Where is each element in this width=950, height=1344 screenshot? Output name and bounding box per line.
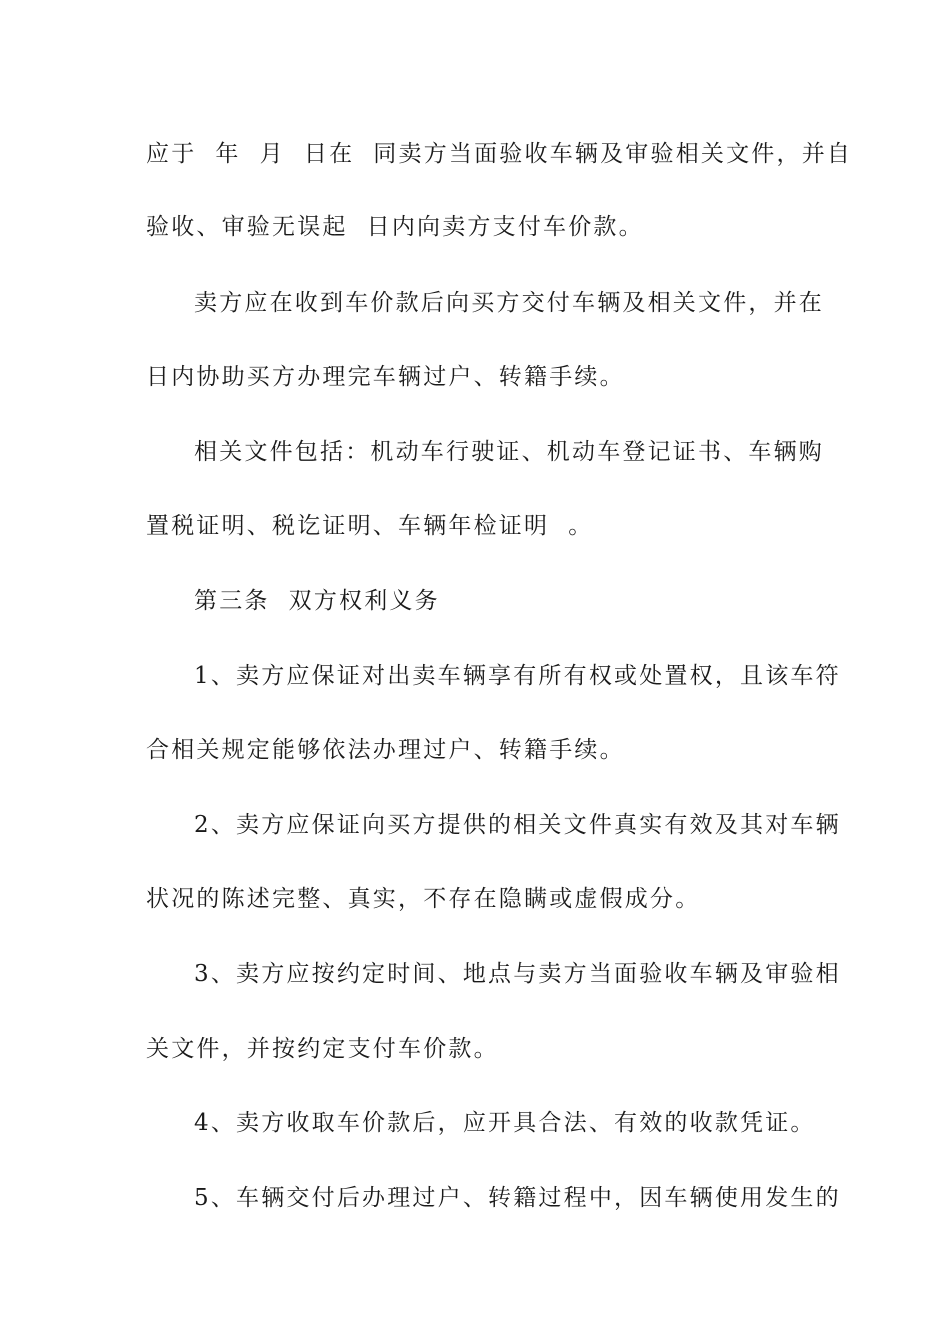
paragraph-line: 验收、审验无误起 日内向卖方支付车价款。 (146, 214, 644, 240)
paragraph-line: 置税证明、税讫证明、车辆年检证明 。 (146, 513, 594, 539)
paragraph-line: 日内协助买方办理完车辆过户、转籍手续。 (146, 364, 625, 390)
paragraph-line: 合相关规定能够依法办理过户、转籍手续。 (146, 737, 625, 763)
paragraph-line: 4、卖方收取车价款后，应开具合法、有效的收款凭证。 (194, 1110, 816, 1136)
paragraph-line: 应于 年 月 日在 同卖方当面验收车辆及审验相关文件，并自 (146, 141, 853, 167)
paragraph-line: 3、卖方应按约定时间、地点与卖方当面验收车辆及审验相 (194, 961, 841, 987)
paragraph-line: 状况的陈述完整、真实，不存在隐瞒或虚假成分。 (146, 886, 701, 912)
paragraph-line: 2、卖方应保证向买方提供的相关文件真实有效及其对车辆 (194, 812, 841, 838)
paragraph-line: 卖方应在收到车价款后向买方交付车辆及相关文件，并在 (194, 290, 824, 316)
section-heading: 第三条 双方权利义务 (194, 588, 440, 614)
paragraph-line: 5、车辆交付后办理过户、转籍过程中，因车辆使用发生的 (194, 1185, 841, 1211)
paragraph-line: 关文件，并按约定支付车价款。 (146, 1036, 499, 1062)
paragraph-line: 相关文件包括：机动车行驶证、机动车登记证书、车辆购 (194, 439, 824, 465)
paragraph-line: 1、卖方应保证对出卖车辆享有所有权或处置权，且该车符 (194, 663, 841, 689)
